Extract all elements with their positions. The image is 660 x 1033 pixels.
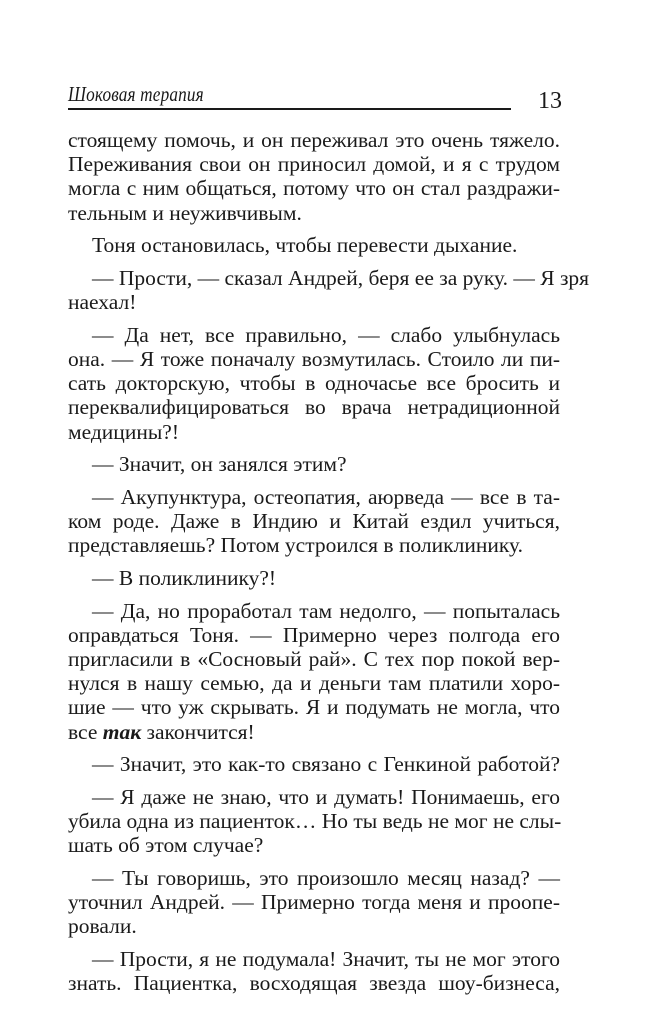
text-line: — Значит, это как-то связано с Генкиной работой? (92, 752, 560, 777)
text-line: уточнил Андрей. — Примерно тогда меня и проопе- (68, 890, 560, 915)
text-line (68, 720, 560, 744)
text-line: шать об этом случае? (68, 833, 264, 858)
text-line: переквалифицироваться во врача нетрадиционной (68, 395, 560, 420)
text-fragment: все (68, 719, 103, 744)
body-text (68, 128, 590, 996)
text-line: — Да нет, все правильно, — слабо улыбнулась (92, 322, 560, 347)
text-line: Переживания свои он приносил домой, и я с трудом (68, 152, 560, 177)
text-line: — Ты говоришь, это произошло месяц назад? — (92, 866, 560, 891)
emphasis-text: так (102, 719, 142, 744)
text-line: сать докторскую, чтобы в одночасье все бросить и (68, 371, 560, 396)
header-rule (68, 108, 511, 110)
text-line: могла с ним общаться, потому что он стал раздражи- (68, 176, 560, 201)
text-line: — Прости, — сказал Андрей, беря ее за руку. — Я зря (92, 265, 590, 290)
text-line: оправдаться Тоня. — Примерно через полгода его (68, 622, 560, 647)
text-line: шие — что уж скрывать. Я и подумать не могла, что (68, 695, 560, 720)
text-line: — В поликлинику?! (92, 566, 277, 590)
text-line: Тоня остановилась, чтобы перевести дыхание. (92, 233, 518, 258)
running-title: Шоковая терапия (68, 82, 204, 106)
text-line: она. — Я тоже поначалу возмутилась. Стоило ли пи- (68, 347, 560, 371)
text-fragment: закончится! (141, 719, 255, 744)
text-line: — Я даже не знаю, что и думать! Понимаешь, его (92, 785, 560, 809)
text-line: наехал! (68, 290, 137, 315)
text-line: нулся в нашу семью, да и деньги там платили хоро- (68, 671, 560, 696)
text-line: ровали. (68, 914, 137, 939)
text-line: — Значит, он занялся этим? (92, 452, 347, 477)
text-line: — Прости, я не подумала! Значит, ты не мог этого (92, 947, 560, 972)
text-line: убила одна из пациенток… Но ты ведь не мог не слы- (68, 809, 562, 834)
text-line: тельным и неуживчивым. (68, 200, 302, 225)
text-line: — Акупунктура, остеопатия, аюрведа — все в та- (92, 484, 560, 509)
text-line: медицины?! (68, 419, 179, 444)
text-line: знать. Пациентка, восходящая звезда шоу-бизнеса, (68, 971, 560, 996)
page-number: 13 (538, 88, 562, 114)
text-line: представляешь? Потом устроился в поликлинику. (68, 533, 523, 558)
text-line: стоящему помочь, и он переживал это очень тяжело. (68, 128, 560, 152)
text-line: пригласили в «Сосновый рай». С тех пор покой вер- (68, 647, 560, 672)
text-line: — Да, но проработал там недолго, — попыталась (92, 598, 560, 623)
text-line: ком роде. Даже в Индию и Китай ездил учиться, (68, 509, 560, 534)
